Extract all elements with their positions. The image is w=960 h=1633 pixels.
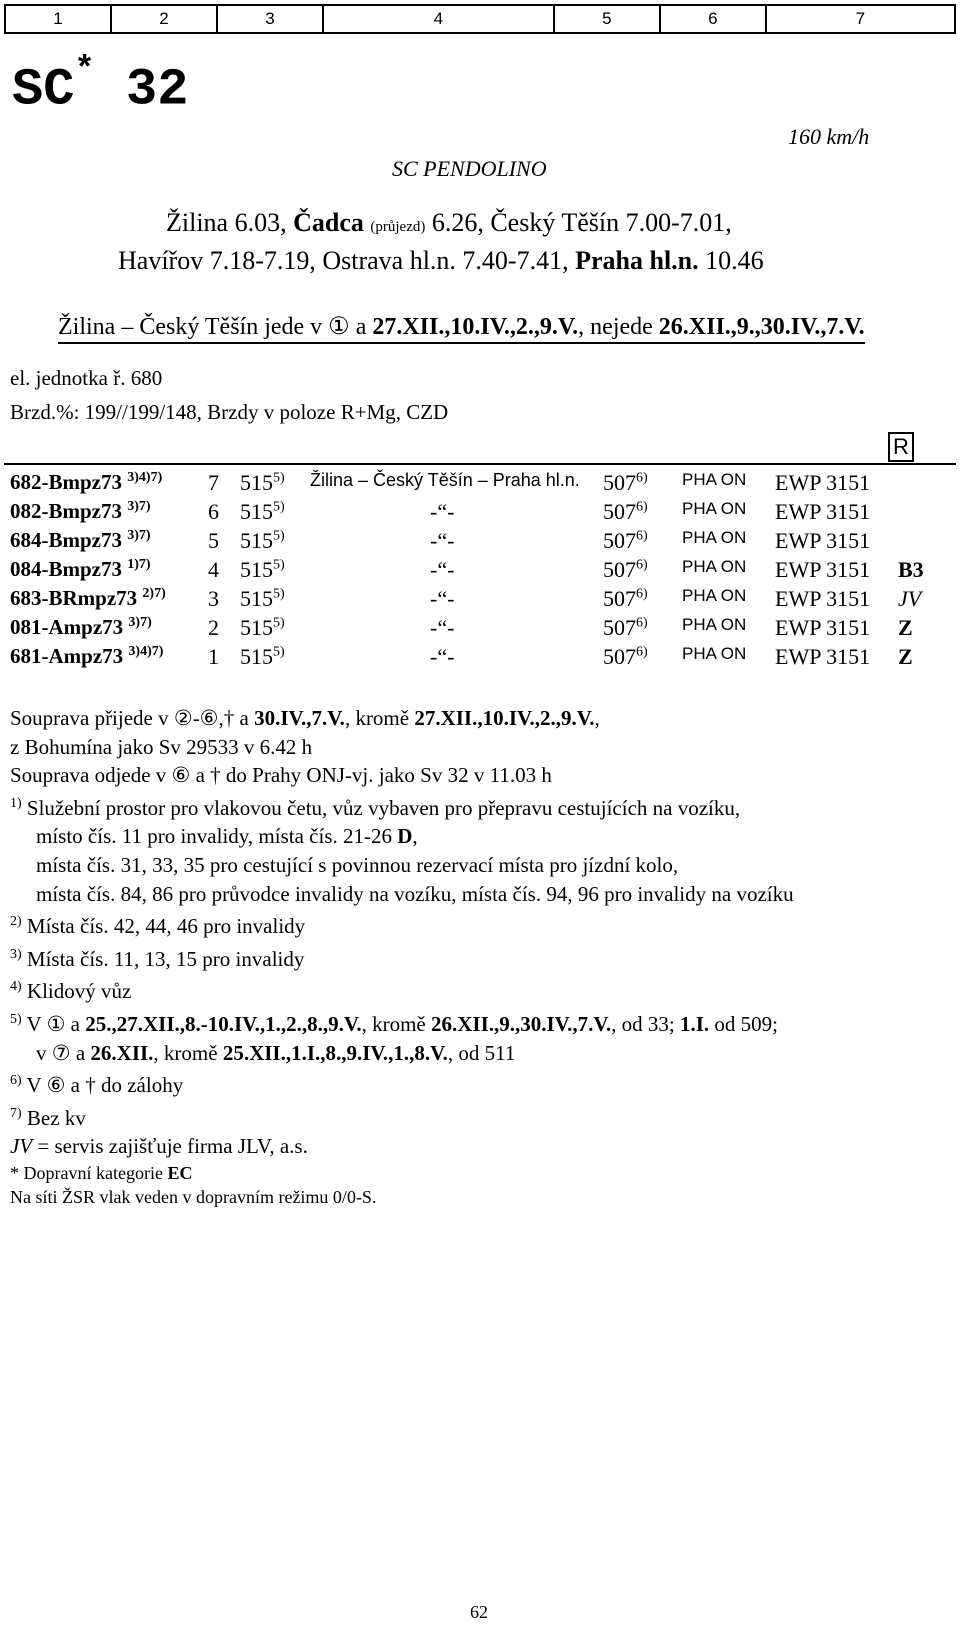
traction-info: el. jednotka ř. 680 bbox=[10, 366, 163, 390]
note-6: $^{6)}$ V ⑥ a † do zálohy bbox=[10, 1073, 184, 1098]
route-cadca: Čadca bbox=[293, 208, 364, 237]
note-5-line2: v ⑦ a 26.XII., kromě 25.XII.,1.I.,8.,9.IV.,1.,8.V., od 511 bbox=[36, 1040, 516, 1065]
route-text: 10.46 bbox=[698, 246, 764, 275]
note-1-line4: místa čís. 84, 86 pro průvodce invalidy na vozíku, místa čís. 94, 96 pro invalidy na vozíku bbox=[36, 881, 794, 906]
column-header: 1 bbox=[6, 6, 112, 32]
route-text: Havířov 7.18-7.19, Ostrava hl.n. 7.40-7.41, bbox=[118, 246, 576, 275]
note-3: $^{3)}$ Místa čís. 11, 13, 15 pro invalidy bbox=[10, 946, 305, 971]
car-count: 507$^{6)}$ bbox=[603, 528, 648, 553]
car-type: 681-Ampz73 $^{3)4)7)}$ bbox=[10, 644, 164, 668]
reservation-icon: R bbox=[888, 432, 914, 462]
car-pha: PHA ON bbox=[682, 528, 747, 547]
validity-dates: 26.XII.,9.,30.IV.,7.V. bbox=[658, 314, 865, 340]
composition-row bbox=[0, 528, 960, 556]
train-category: SC bbox=[12, 60, 75, 120]
note-2: $^{2)}$ Místa čís. 42, 44, 46 pro invalidy bbox=[10, 914, 306, 939]
car-seats: 515$^{5)}$ bbox=[240, 528, 285, 553]
column-header: 5 bbox=[555, 6, 661, 32]
train-number: 32 bbox=[126, 60, 189, 120]
validity-dates: 27.XII.,10.IV.,2.,9.V. bbox=[372, 314, 579, 340]
car-type: 081-Ampz73 $^{3)7)}$ bbox=[10, 615, 152, 639]
notes-block bbox=[10, 704, 794, 1209]
train-name: SC PENDOLINO bbox=[392, 156, 547, 181]
validity-line bbox=[58, 312, 865, 344]
car-ewp: EWP 3151 bbox=[775, 557, 871, 582]
column-header: 4 bbox=[324, 6, 555, 32]
car-order: 3 bbox=[208, 586, 219, 611]
car-order: 4 bbox=[208, 557, 219, 582]
brakes-info: Brzd.%: 199//199/148, Brzdy v poloze R+Mg, CZD bbox=[10, 400, 449, 424]
car-service: Z bbox=[898, 644, 913, 669]
column-header-row bbox=[4, 4, 956, 34]
car-ewp: EWP 3151 bbox=[775, 586, 871, 611]
note-arrival-line2: z Bohumína jako Sv 29533 v 6.42 h bbox=[10, 734, 313, 759]
route-text: Žilina 6.03, bbox=[166, 208, 294, 237]
column-header: 3 bbox=[218, 6, 324, 32]
car-ewp: EWP 3151 bbox=[775, 499, 871, 524]
note-1: $^{1)}$ Služební prostor pro vlakovou četu, vůz vybaven pro přepravu cestujících na vozíku, bbox=[10, 795, 741, 820]
car-seats: 515$^{5)}$ bbox=[240, 499, 285, 524]
car-route: -“- bbox=[430, 615, 455, 640]
car-pha: PHA ON bbox=[682, 470, 747, 489]
car-pha: PHA ON bbox=[682, 586, 747, 605]
route-line-1 bbox=[166, 208, 732, 238]
car-seats: 515$^{5)}$ bbox=[240, 644, 285, 669]
car-route: -“- bbox=[430, 644, 455, 669]
car-service: Z bbox=[898, 615, 913, 640]
note-4: $^{4)}$ Klidový vůz bbox=[10, 979, 132, 1004]
car-type: 684-Bmpz73 $^{3)7)}$ bbox=[10, 528, 151, 552]
note-1-line2: místo čís. 11 pro invalidy, místa čís. 21-26 D, bbox=[36, 824, 418, 849]
composition-row bbox=[0, 644, 960, 672]
note-category: * Dopravní kategorie EC bbox=[10, 1162, 193, 1183]
car-pha: PHA ON bbox=[682, 615, 747, 634]
note-5: $^{5)}$ V ① a 25.,27.XII.,8.-10.IV.,1.,2.,8.,9.V., kromě 26.XII.,9.,30.IV.,7.V., od 33; 1.I. od 509; bbox=[10, 1011, 778, 1036]
car-route: -“- bbox=[430, 586, 455, 611]
car-seats: 515$^{5)}$ bbox=[240, 470, 285, 495]
train-title bbox=[12, 52, 189, 120]
car-pha: PHA ON bbox=[682, 644, 747, 663]
note-7: $^{7)}$ Bez kv bbox=[10, 1105, 86, 1130]
column-header: 2 bbox=[112, 6, 218, 32]
route-praha: Praha hl.n. bbox=[575, 246, 699, 275]
car-count: 507$^{6)}$ bbox=[603, 586, 648, 611]
car-order: 2 bbox=[208, 615, 219, 640]
composition-row bbox=[0, 557, 960, 585]
car-ewp: EWP 3151 bbox=[775, 470, 871, 495]
car-order: 1 bbox=[208, 644, 219, 669]
car-count: 507$^{6)}$ bbox=[603, 470, 648, 495]
page-number: 62 bbox=[470, 1602, 488, 1622]
note-jv: JV = servis zajišťuje firma JLV, a.s. bbox=[10, 1134, 308, 1159]
car-ewp: EWP 3151 bbox=[775, 644, 871, 669]
car-ewp: EWP 3151 bbox=[775, 528, 871, 553]
car-route: -“- bbox=[430, 557, 455, 582]
category-star: * bbox=[74, 52, 95, 90]
car-route: Žilina – Český Těšín – Praha hl.n. bbox=[310, 470, 580, 490]
car-type: 082-Bmpz73 $^{3)7)}$ bbox=[10, 499, 151, 523]
car-count: 507$^{6)}$ bbox=[603, 499, 648, 524]
route-cadca-note: (průjezd) bbox=[370, 219, 426, 235]
note-departure: Souprava odjede v ⑥ a † do Prahy ONJ-vj. jako Sv 32 v 11.03 h bbox=[10, 763, 552, 788]
composition-row bbox=[0, 615, 960, 643]
car-seats: 515$^{5)}$ bbox=[240, 615, 285, 640]
car-ewp: EWP 3151 bbox=[775, 615, 871, 640]
car-seats: 515$^{5)}$ bbox=[240, 586, 285, 611]
car-service: B3 bbox=[898, 557, 924, 582]
composition-row bbox=[0, 470, 960, 498]
car-type: 682-Bmpz73 $^{3)4)7)}$ bbox=[10, 470, 163, 494]
note-arrival: Souprava přijede v ②-⑥,† a 30.IV.,7.V., kromě 27.XII.,10.IV.,2.,9.V., bbox=[10, 706, 600, 730]
composition-row bbox=[0, 586, 960, 614]
validity-text: Žilina – Český Těšín jede v ① a bbox=[58, 314, 373, 340]
car-seats: 515$^{5)}$ bbox=[240, 557, 285, 582]
car-order: 5 bbox=[208, 528, 219, 553]
car-type: 683-BRmpz73 $^{2)7)}$ bbox=[10, 586, 166, 610]
car-order: 7 bbox=[208, 470, 219, 495]
car-type: 084-Bmpz73 $^{1)7)}$ bbox=[10, 557, 151, 581]
train-speed: 160 km/h bbox=[788, 124, 870, 149]
car-count: 507$^{6)}$ bbox=[603, 644, 648, 669]
column-header: 7 bbox=[855, 9, 866, 28]
car-pha: PHA ON bbox=[682, 499, 747, 518]
car-count: 507$^{6)}$ bbox=[603, 557, 648, 582]
note-1-line3: místa čís. 31, 33, 35 pro cestující s povinnou rezervací místa pro jízdní kolo, bbox=[36, 852, 679, 877]
car-route: -“- bbox=[430, 499, 455, 524]
car-route: -“- bbox=[430, 528, 455, 553]
car-pha: PHA ON bbox=[682, 557, 747, 576]
composition-row bbox=[0, 499, 960, 527]
car-order: 6 bbox=[208, 499, 219, 524]
car-count: 507$^{6)}$ bbox=[603, 615, 648, 640]
route-line-2 bbox=[118, 246, 764, 276]
validity-text: , nejede bbox=[578, 314, 659, 340]
composition-divider bbox=[4, 463, 956, 465]
column-header: 6 bbox=[661, 6, 767, 32]
route-text: 6.26, Český Těšín 7.00-7.01, bbox=[425, 208, 732, 237]
car-service: JV bbox=[898, 586, 922, 611]
note-zsr: Na síti ŽSR vlak veden v dopravním režimu 0/0-S. bbox=[10, 1186, 377, 1207]
